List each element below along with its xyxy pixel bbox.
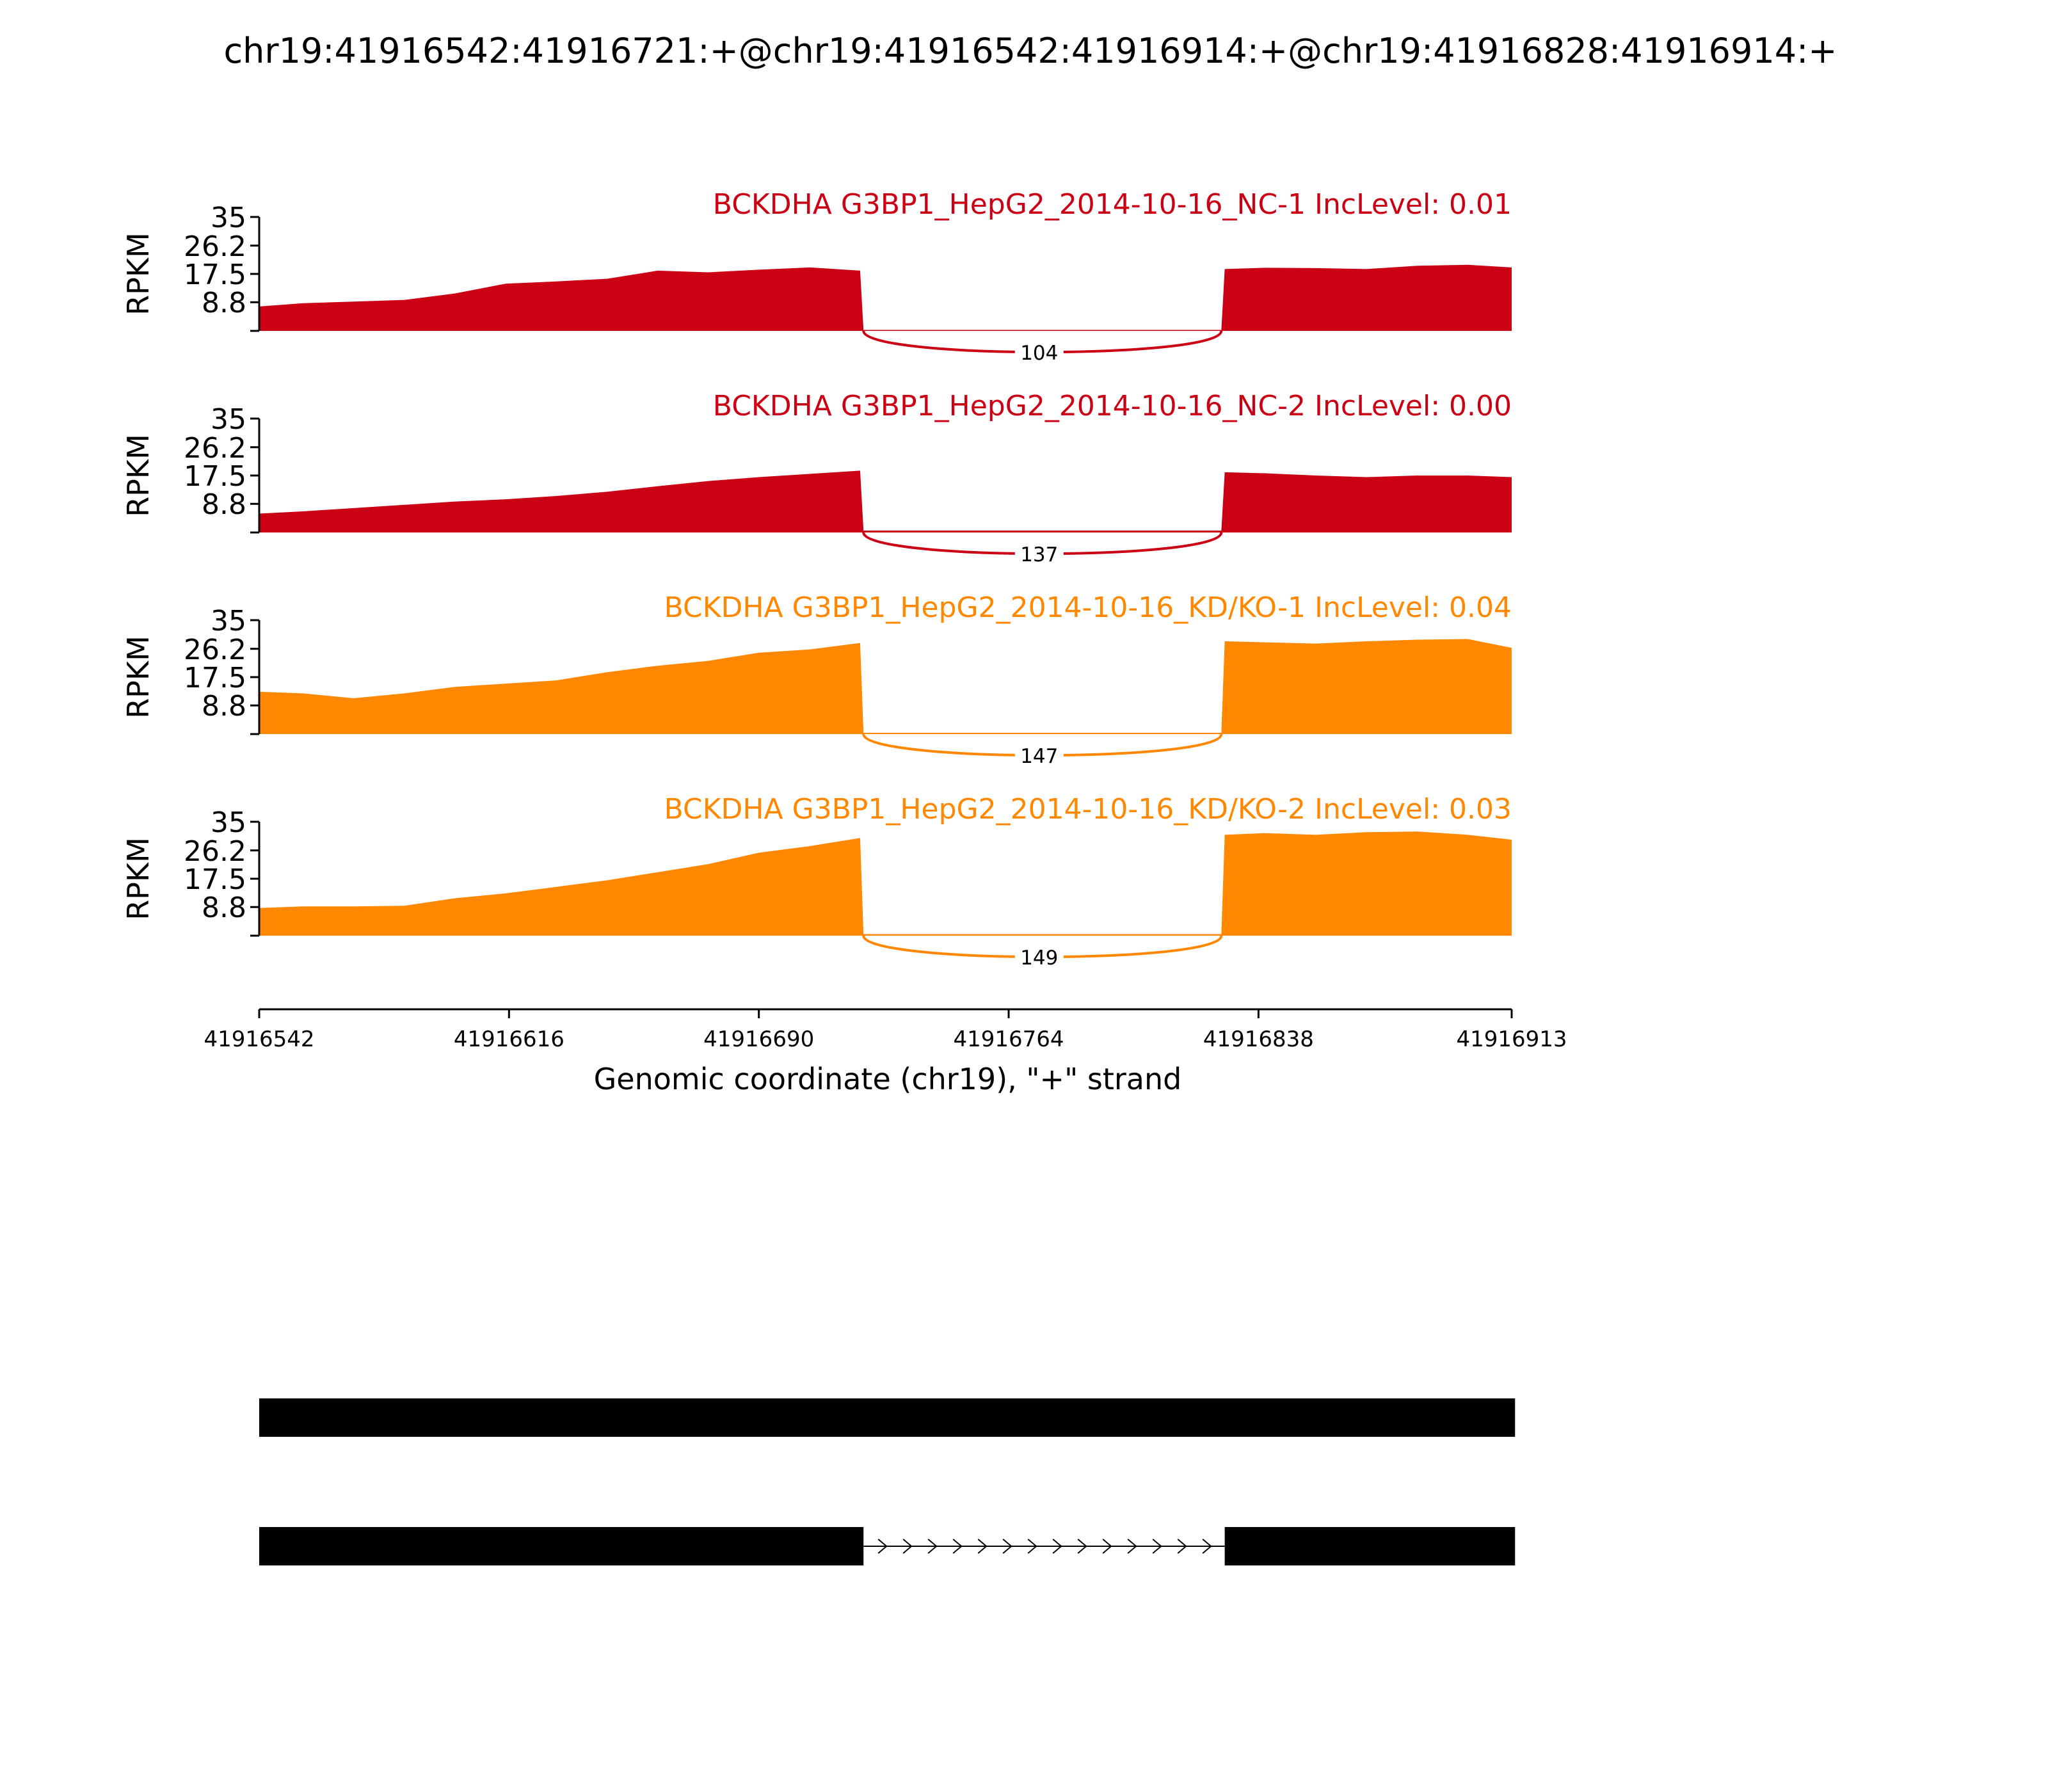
x-tick-label: 41916838	[1203, 1027, 1314, 1052]
y-axis-label: RPKM	[121, 837, 156, 920]
y-tick-label: 26.2	[184, 431, 246, 465]
y-tick-label: 8.8	[202, 488, 246, 522]
junction-count-label: 137	[1020, 543, 1059, 566]
y-tick-label: 8.8	[202, 892, 246, 925]
y-axis-label: RPKM	[121, 232, 156, 316]
y-tick-label: 17.5	[184, 259, 246, 291]
isoform-model	[259, 1398, 1515, 1437]
y-tick-label: 35	[211, 605, 246, 637]
x-tick-label: 41916542	[204, 1027, 315, 1052]
sample-title: BCKDHA G3BP1_HepG2_2014-10-16_KD/KO-2 IncLevel: 0.03	[664, 793, 1512, 826]
junction-count-label: 104	[1020, 342, 1059, 365]
y-tick-label: 17.5	[184, 460, 246, 493]
y-tick-label: 35	[211, 202, 246, 234]
y-tick-label: 8.8	[202, 287, 246, 320]
x-tick-label: 41916690	[703, 1027, 815, 1052]
sample-title: BCKDHA G3BP1_HepG2_2014-10-16_NC-1 IncLevel: 0.01	[712, 188, 1512, 221]
junction-count-label: 149	[1020, 947, 1059, 970]
y-axis-label: RPKM	[121, 434, 156, 517]
y-tick-label: 26.2	[184, 230, 246, 263]
y-tick-label: 17.5	[184, 662, 246, 694]
x-tick-label: 41916616	[453, 1027, 564, 1052]
y-tick-label: 26.2	[184, 633, 246, 666]
y-tick-label: 8.8	[202, 690, 246, 723]
exon-block	[259, 1527, 863, 1565]
y-tick-label: 17.5	[184, 863, 246, 896]
sample-title: BCKDHA G3BP1_HepG2_2014-10-16_KD/KO-1 IncLevel: 0.04	[664, 591, 1512, 624]
y-axis-label: RPKM	[121, 636, 156, 719]
x-axis-label: Genomic coordinate (chr19), "+" strand	[593, 1062, 1182, 1096]
y-tick-label: 35	[211, 806, 246, 839]
y-tick-label: 26.2	[184, 835, 246, 868]
x-tick-label: 41916913	[1456, 1027, 1567, 1052]
junction-count-label: 147	[1020, 745, 1059, 768]
exon-block	[1225, 1527, 1516, 1565]
x-tick-label: 41916764	[953, 1027, 1064, 1052]
y-tick-label: 35	[211, 403, 246, 436]
sample-title: BCKDHA G3BP1_HepG2_2014-10-16_NC-2 IncLevel: 0.00	[712, 390, 1512, 422]
figure-title: chr19:41916542:41916721:+@chr19:41916542:41916914:+@chr19:41916828:41916914:+	[223, 31, 1837, 71]
exon-block	[259, 1398, 1515, 1437]
